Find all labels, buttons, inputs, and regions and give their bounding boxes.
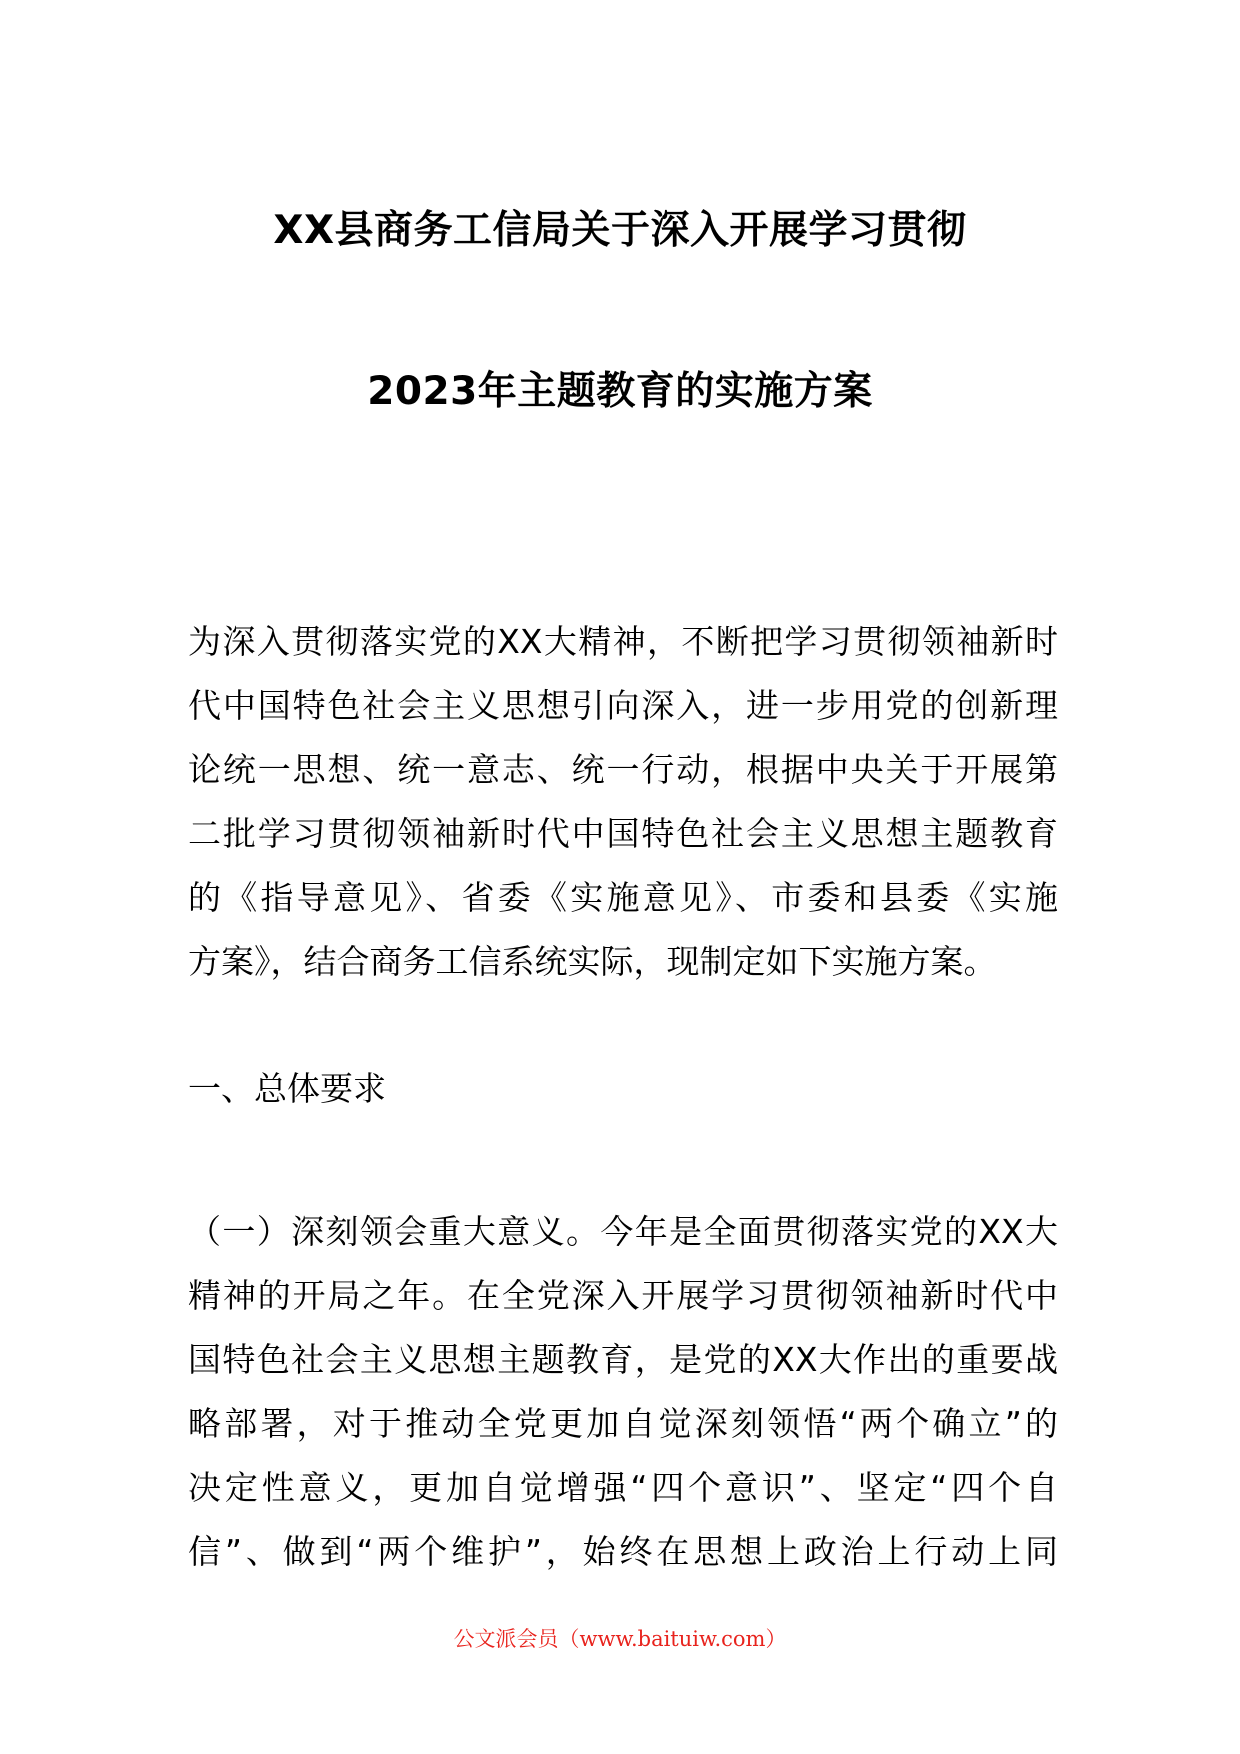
paragraph-line: 决定性意义，更加自觉增强“四个意识”、坚定“四个自 xyxy=(188,1468,1058,1507)
paragraph-line: 略部署，对于推动全党更加自觉深刻领悟“两个确立”的 xyxy=(188,1404,1058,1443)
paragraph-intro xyxy=(188,610,1058,994)
section-heading xyxy=(188,1057,1058,1121)
paragraph-line: 信”、做到“两个维护”，始终在思想上政治上行动上同 xyxy=(188,1532,1058,1571)
document-title-line-2: 2023年主题教育的实施方案 xyxy=(367,369,873,414)
document-title-line-1: XX县商务工信局关于深入开展学习贯彻 xyxy=(273,208,967,253)
section-heading-text: 一、总体要求 xyxy=(188,1069,386,1108)
paragraph-line: （一）深刻领会重大意义。今年是全面贯彻落实党的XX大 xyxy=(188,1212,1058,1251)
paragraph-line: 国特色社会主义思想主题教育，是党的XX大作出的重要战 xyxy=(188,1340,1058,1379)
paragraph-line: 代中国特色社会主义思想引向深入，进一步用党的创新理 xyxy=(188,686,1058,725)
paragraph-line: 二批学习贯彻领袖新时代中国特色社会主义思想主题教育 xyxy=(188,814,1058,853)
paragraph-line: 精神的开局之年。在全党深入开展学习贯彻领袖新时代中 xyxy=(188,1276,1058,1315)
paragraph-line: 的《指导意见》、省委《实施意见》、市委和县委《实施 xyxy=(188,878,1058,917)
footer-watermark: 公文派会员（www.baituiw.com） xyxy=(453,1627,787,1651)
paragraph-significance xyxy=(188,1200,1058,1584)
paragraph-line: 方案》，结合商务工信系统实际，现制定如下实施方案。 xyxy=(188,942,997,981)
paragraph-line: 论统一思想、统一意志、统一行动，根据中央关于开展第 xyxy=(188,750,1058,789)
paragraph-line: 为深入贯彻落实党的XX大精神，不断把学习贯彻领袖新时 xyxy=(188,622,1058,661)
